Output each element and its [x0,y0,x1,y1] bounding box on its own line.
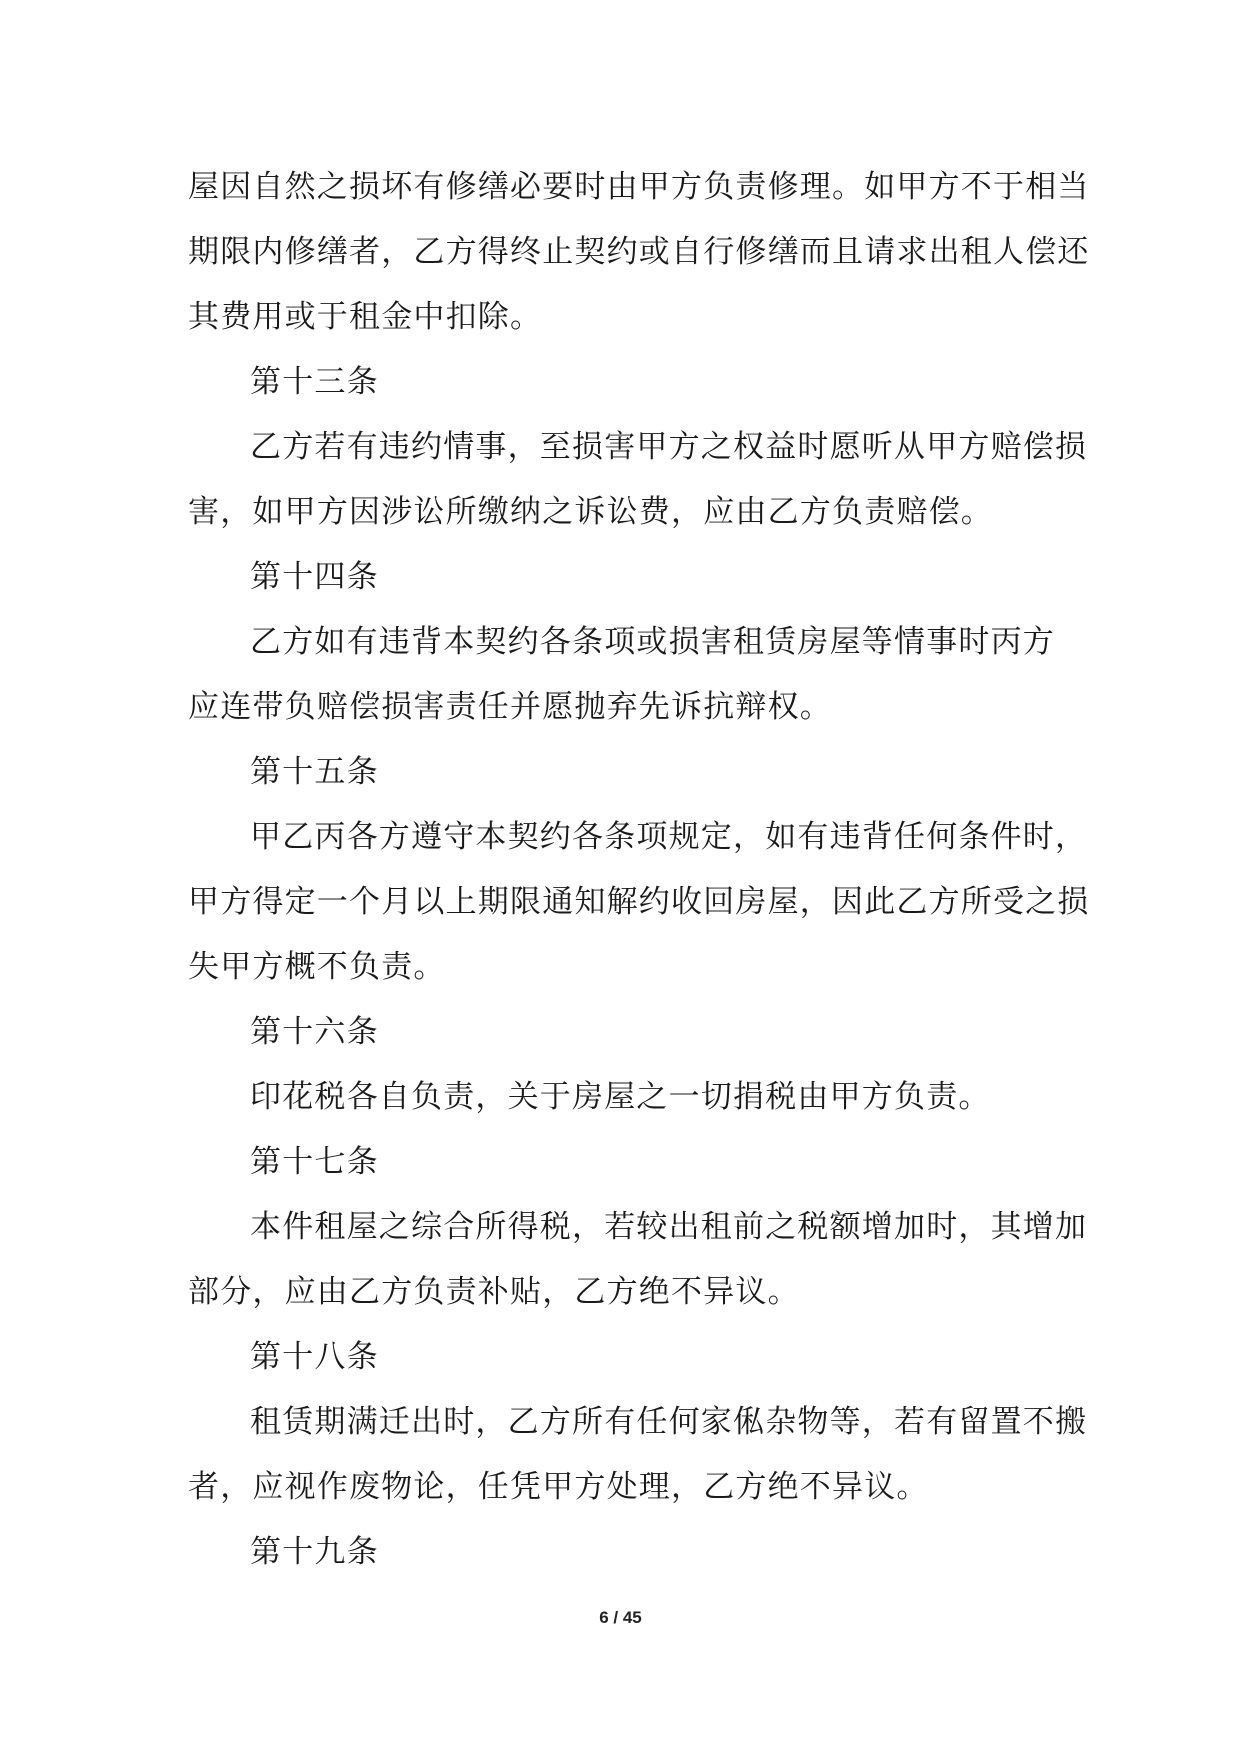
text-line: 本件租屋之综合所得税，若较出租前之税额增加时，其增加 [250,1209,1088,1245]
text-line: 租赁期满迁出时，乙方所有任何家俬杂物等，若有留置不搬 [250,1404,1088,1440]
article-heading: 第十九条 [250,1534,379,1570]
text-line: 部分，应由乙方负责补贴，乙方绝不异议。 [188,1274,800,1310]
page-number: 6 / 45 [599,1608,642,1627]
text-line: 乙方如有违背本契约各条项或损害租赁房屋等情事时丙方 [250,624,1055,660]
text-line: 者，应视作废物论，任凭甲方处理，乙方绝不异议。 [188,1469,929,1505]
article-heading: 第十八条 [250,1339,379,1375]
text-line: 屋因自然之损坏有修缮必要时由甲方负责修理。如甲方不于相当 [188,169,1090,205]
text-line: 失甲方概不负责。 [188,949,446,985]
text-line: 乙方若有违约情事，至损害甲方之权益时愿听从甲方赔偿损 [250,429,1088,465]
text-line: 期限内修缮者，乙方得终止契约或自行修缮而且请求出租人偿还 [188,234,1090,270]
text-line: 印花税各自负责，关于房屋之一切捐税由甲方负责。 [250,1079,991,1115]
document-body [188,155,1090,1585]
text-line: 害，如甲方因涉讼所缴纳之诉讼费，应由乙方负责赔偿。 [188,494,993,530]
article-heading: 第十三条 [250,364,379,400]
article-heading: 第十六条 [250,1014,379,1050]
article-heading: 第十四条 [250,559,379,595]
text-line: 甲乙丙各方遵守本契约各条项规定，如有违背任何条件时， [250,819,1088,855]
text-line: 应连带负赔偿损害责任并愿抛弃先诉抗辩权。 [188,689,832,725]
text-line: 其费用或于租金中扣除。 [188,299,543,335]
text-line: 甲方得定一个月以上期限通知解约收回房屋，因此乙方所受之损 [188,884,1090,920]
article-heading: 第十五条 [250,754,379,790]
article-heading: 第十七条 [250,1144,379,1180]
